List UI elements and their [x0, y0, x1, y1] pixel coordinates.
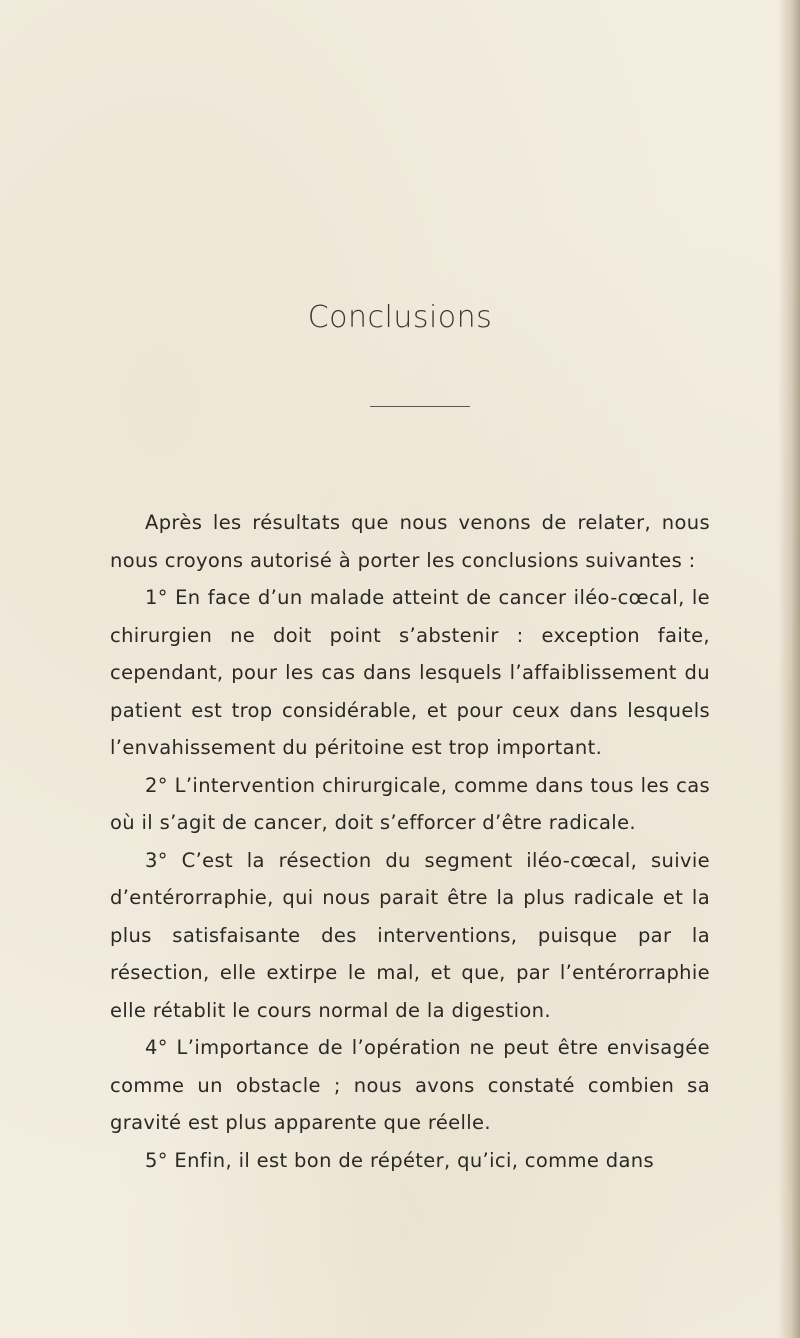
page-edge-shadow — [778, 0, 800, 1338]
paragraph-conclusion-3: 3° C’est la résection du segment iléo-cœcal, suivie d’entérorraphie, qui nous parait être la plus radicale et la plus satisfaisante des interventions, puisque par la résection, elle extirpe le mal, et que, par l’entérorraphie elle rétablit le cours normal de la digestion. — [110, 848, 710, 1022]
paragraph-conclusion-5: 5° Enfin, il est bon de répéter, qu’ici, comme dans — [145, 1148, 654, 1172]
paragraph-intro: Après les résultats que nous venons de relater, nous nous croyons autorisé à porter les conclusions suivantes : — [110, 511, 710, 572]
page-title: Conclusions — [307, 300, 493, 335]
body-text — [110, 504, 710, 1179]
paragraph-conclusion-2: 2° L’intervention chirurgicale, comme dans tous les cas où il s’agit de cancer, doit s’efforcer d’être radicale. — [110, 773, 710, 834]
paragraph-conclusion-4: 4° L’importance de l’opération ne peut être envisagée comme un obstacle ; nous avons constaté combien sa gravité est plus apparente que réelle. — [110, 1036, 710, 1134]
title-divider — [370, 406, 470, 407]
paragraph-conclusion-1: 1° En face d’un malade atteint de cancer iléo-cœcal, le chirurgien ne doit point s’abstenir : exception faite, cependant, pour les cas dans lesquels l’affaiblissement du patient est trop considérable, et pour ceux dans lesquels l’envahissement du péritoine est trop important. — [110, 586, 710, 759]
